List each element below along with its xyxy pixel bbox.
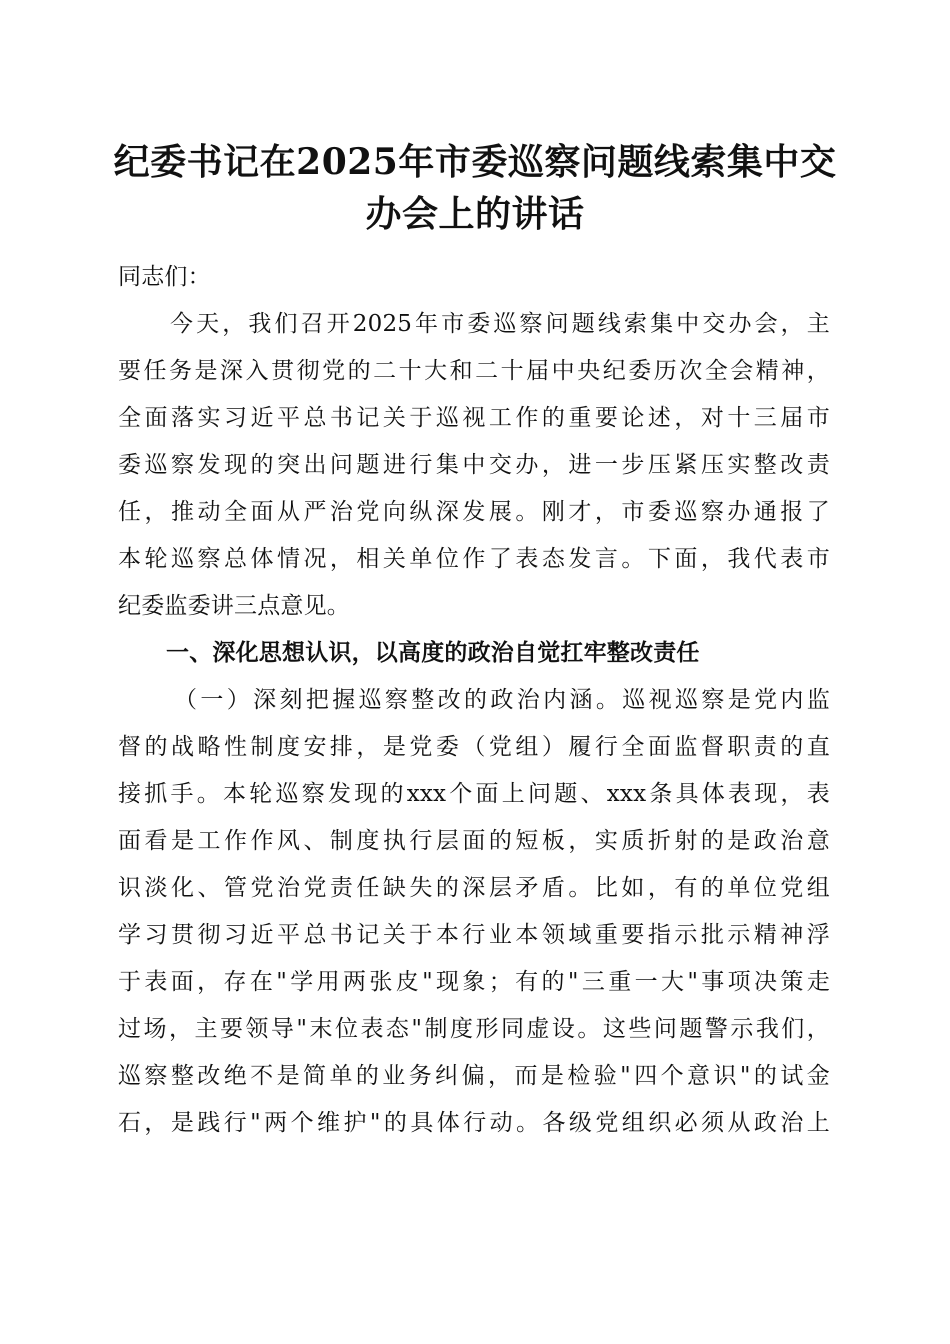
paragraph-line: 学习贯彻习近平总书记关于本行业本领域重要指示批示精神浮 (118, 922, 830, 948)
paragraph-line: 石，是践行"两个维护"的具体行动。各级党组织必须从政治上 (118, 1110, 830, 1136)
paragraph-line: 今天，我们召开2025年市委巡察问题线索集中交办会，主 (170, 311, 830, 337)
title-line: 办会上的讲话 (365, 193, 585, 235)
paragraph-line: 本轮巡察总体情况，相关单位作了表态发言。下面，我代表市 (118, 546, 830, 572)
section-heading: 一、深化思想认识，以高度的政治自觉扛牢整改责任 (166, 640, 700, 666)
paragraph-line: 于表面，存在"学用两张皮"现象；有的"三重一大"事项决策走 (118, 969, 830, 995)
paragraph-line: 要任务是深入贯彻党的二十大和二十届中央纪委历次全会精神， (118, 358, 830, 384)
paragraph-intro (118, 301, 830, 630)
paragraph-line: 全面落实习近平总书记关于巡视工作的重要论述，对十三届市 (118, 405, 830, 431)
paragraph-line: 识淡化、管党治党责任缺失的深层矛盾。比如，有的单位党组 (118, 875, 830, 901)
document-body (118, 254, 830, 1147)
paragraph-line: 纪委监委讲三点意见。 (118, 593, 350, 619)
document-title (100, 136, 850, 240)
paragraph-line: 任，推动全面从严治党向纵深发展。刚才，市委巡察办通报了 (118, 499, 830, 525)
paragraph-line: （一）深刻把握巡察整改的政治内涵。巡视巡察是党内监 (174, 687, 830, 713)
greeting: 同志们： (118, 264, 211, 290)
paragraph-line: 接抓手。本轮巡察发现的xxx个面上问题、xxx条具体表现，表 (118, 781, 830, 807)
title-line: 纪委书记在2025年市委巡察问题线索集中交 (113, 141, 837, 183)
paragraph-line: 委巡察发现的突出问题进行集中交办，进一步压紧压实整改责 (118, 452, 830, 478)
paragraph-line: 过场，主要领导"末位表态"制度形同虚设。这些问题警示我们， (118, 1016, 830, 1042)
paragraph-line: 巡察整改绝不是简单的业务纠偏，而是检验"四个意识"的试金 (118, 1063, 830, 1089)
paragraph-line: 面看是工作作风、制度执行层面的短板，实质折射的是政治意 (118, 828, 830, 854)
paragraph-section1 (118, 677, 830, 1147)
paragraph-line: 督的战略性制度安排，是党委（党组）履行全面监督职责的直 (118, 734, 830, 760)
